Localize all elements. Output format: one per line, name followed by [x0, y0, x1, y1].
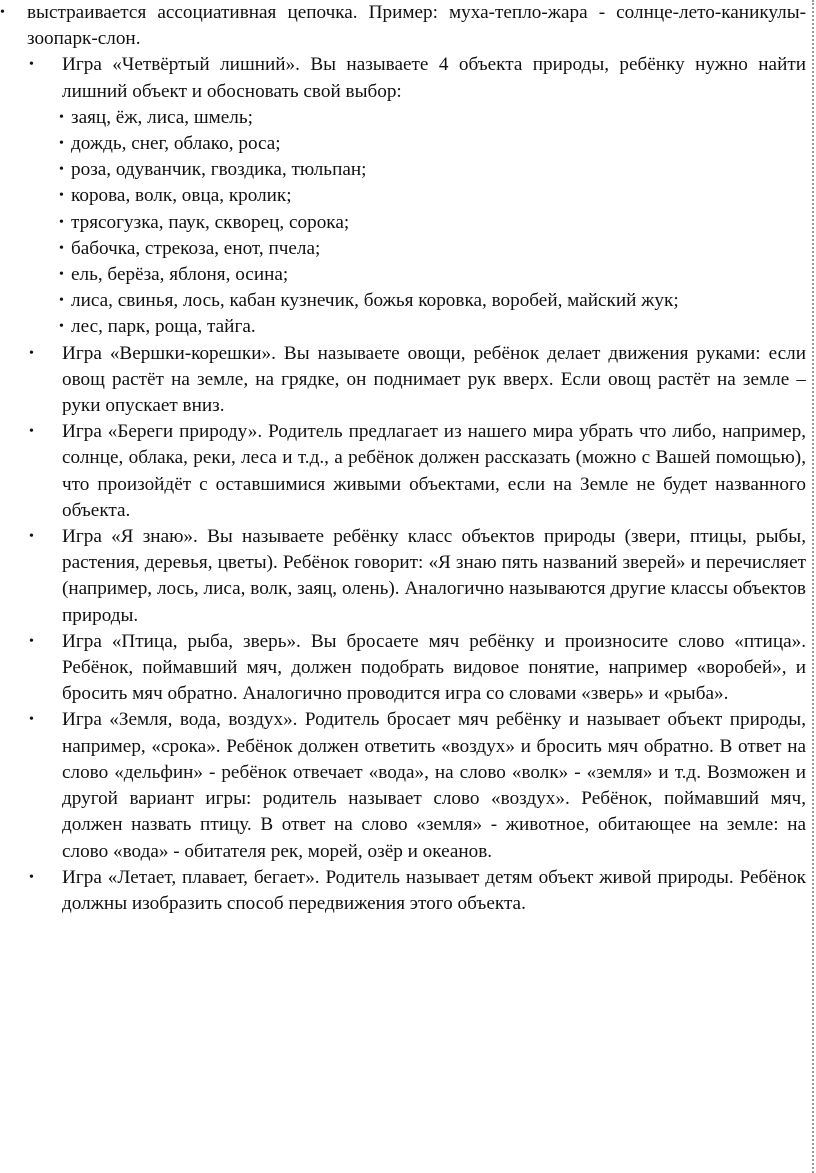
sub-list-item-text: лес, парк, роща, тайга.: [71, 316, 256, 338]
sub-list-item-text: заяц, ёж, лиса, шмель;: [71, 106, 253, 128]
sub-list-item: [0, 183, 806, 209]
sub-list-item-text: дождь, снег, облако, роса;: [71, 133, 281, 155]
list-item: [0, 52, 806, 104]
sub-list-item-text: трясогузка, паук, скворец, сорока;: [71, 211, 350, 233]
list-item: [0, 707, 806, 864]
bullet-icon: •: [29, 345, 34, 361]
page-edge-rule: [812, 0, 814, 1173]
sub-list-item: [0, 236, 806, 262]
bullet-icon: •: [29, 712, 34, 728]
bullet-icon: •: [59, 319, 64, 335]
list-item: [0, 341, 806, 420]
bullet-icon: •: [0, 5, 5, 20]
bullet-icon: •: [59, 293, 64, 309]
list-item: [0, 865, 806, 917]
sub-list-item-text: ель, берёза, яблоня, осина;: [71, 264, 289, 286]
sub-list-item: [0, 131, 806, 157]
list-item-text: Игра «Вершки-корешки». Вы называете овощи, ребёнок делает движения руками: если овощ растёт на земле, на грядке, он поднимает рук вверх. Если овощ растёт на земле – руки опускает вниз.: [62, 342, 806, 417]
bullet-icon: •: [29, 633, 34, 649]
sub-list-item: [0, 262, 806, 288]
list-item: [0, 629, 806, 708]
sub-list-item-text: лиса, свинья, лось, кабан кузнечик, божья коровка, воробей, майский жук;: [71, 290, 679, 312]
bullet-icon: •: [59, 162, 64, 178]
list-item: [0, 524, 806, 629]
list-item-text: Игра «Четвёртый лишний». Вы называете 4 объекта природы, ребёнку нужно найти лишний объект и обосновать свой выбор:: [62, 54, 806, 102]
bullet-icon: •: [29, 529, 34, 545]
list-item-text: Игра «Земля, вода, воздух». Родитель бросает мяч ребёнку и называет объект природы, например, «срока». Ребёнок должен ответить «воздух» и бросить мяч обратно. В ответ на слово «дельфин» - ребёнок отвечает «вода», на слово «волк» - «земля» и т.д. Возможен и другой вариант игры: родитель называет слово «воздух». Ребёнок, поймавший мяч, должен назвать птицу. В ответ на слово «земля» - животное, обитающее на земле: на слово «вода» - обитателя рек, морей, озёр и океанов.: [62, 709, 806, 862]
list-item: [0, 0, 806, 52]
bullet-icon: •: [59, 136, 64, 152]
sub-list-item-text: бабочка, стрекоза, енот, пчела;: [71, 237, 321, 259]
list-item-text: Игра «Береги природу». Родитель предлагает из нашего мира убрать что либо, например, солнце, облака, реки, леса и т.д., а ребёнок должен рассказать (можно с Вашей помощью), что произойдёт с оставшимися живыми объектами, если на Земле не будет названного объекта.: [62, 421, 806, 521]
bullet-icon: •: [29, 57, 34, 73]
sub-list-item: [0, 288, 806, 314]
bullet-icon: •: [59, 267, 64, 283]
list-item-text: Игра «Птица, рыба, зверь». Вы бросаете мяч ребёнку и произносите слово «птица». Ребёнок, поймавший мяч, должен подобрать видовое понятие, например «воробей», и бросить мяч обратно. Аналогично проводится игра со словами «зверь» и «рыба».: [62, 630, 806, 705]
sub-list-item-text: роза, одуванчик, гвоздика, тюльпан;: [71, 159, 367, 181]
sub-list-item: [0, 105, 806, 131]
bullet-icon: •: [59, 109, 64, 125]
list-item-text: выстраивается ассоциативная цепочка. Пример: муха-тепло-жара - солнце-лето-каникулы-зоопарк-слон.: [27, 2, 806, 50]
sub-list-item: [0, 157, 806, 183]
bullet-icon: •: [59, 188, 64, 204]
bullet-icon: •: [59, 214, 64, 230]
list-item-text: Игра «Я знаю». Вы называете ребёнку класс объектов природы (звери, птицы, рыбы, растения, деревья, цветы). Ребёнок говорит: «Я знаю пять названий зверей» и перечисляет (например, лось, лиса, волк, заяц, олень). Аналогично называются другие классы объектов природы.: [62, 526, 806, 626]
sub-list-item-text: корова, волк, овца, кролик;: [71, 185, 292, 207]
list-item-text: Игра «Летает, плавает, бегает». Родитель называет детям объект живой природы. Ребёнок должны изобразить способ передвижения этого объекта.: [62, 866, 806, 914]
list-item: [0, 419, 806, 524]
bullet-icon: •: [59, 240, 64, 256]
bullet-icon: •: [29, 869, 34, 885]
bullet-icon: •: [29, 424, 34, 440]
sub-list-item: [0, 314, 806, 340]
sub-list-item: [0, 210, 806, 236]
